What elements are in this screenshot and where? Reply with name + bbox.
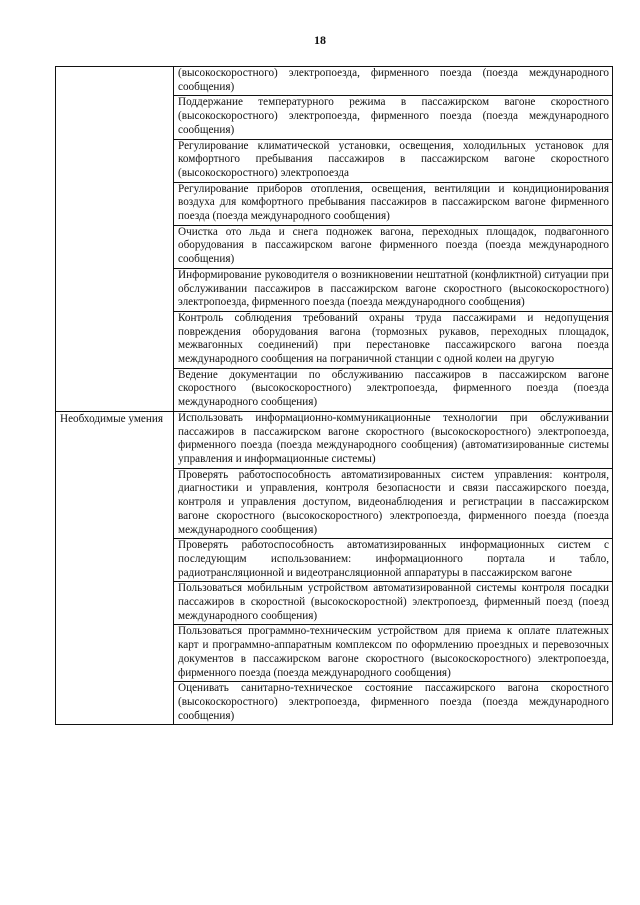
page-number: 18 xyxy=(314,33,326,47)
section-label-cell-empty xyxy=(56,67,174,412)
table-cell xyxy=(174,368,613,411)
cell-text: Использовать информационно-коммуникационные технологии при обслуживании пассажиров в пассажирском вагоне скоростного (высокоскоростного) электропоезда, фирменного поезда (поезда международного сообщения) (автоматизированные системы управления и информационные системы) xyxy=(178,411,609,465)
cell-text: Очистка ото льда и снега подножек вагона, переходных площадок, подвагонного оборудования в пассажирском вагоне фирменного поезда (поезда международного сообщения) xyxy=(178,225,609,266)
table-row xyxy=(56,411,613,468)
table-cell xyxy=(174,311,613,368)
section-label-skills: Необходимые умения xyxy=(60,412,163,425)
cell-text: Проверять работоспособность автоматизированных систем управления: контроля, диагностики и управления, контроля безопасности и связи пассажирского поезда, контроля и управления доступом, видеонаблюдения и регистрации в пассажирском вагоне скоростного (высокоскоростного) электропоезда, фирменного поезда (поезда международного сообщения) xyxy=(178,468,609,536)
cell-text: Регулирование приборов отопления, освещения, вентиляции и кондиционирования воздуха для комфортного пребывания пассажиров в пассажирском вагоне фирменного поезда (поезда международного сообщения) xyxy=(178,182,609,223)
table-cell xyxy=(174,96,613,139)
table-cell xyxy=(174,67,613,96)
cell-text: Пользоваться программно-техническим устройством для приема к оплате платежных карт и программно-аппаратным комплексом по оформлению проездных и перевозочных документов в пассажирском вагоне скоростного (высокоскоростного) электропоезда, фирменного поезда (поезда международного сообщения) xyxy=(178,625,609,679)
cell-text: Контроль соблюдения требований охраны труда пассажирами и недопущения повреждения оборудования вагона (тормозных рукавов, переходных площадок, межвагонных соединений) при перестановке пассажирского вагона поезда международного сообщения на пограничной станции с одной колеи на другую xyxy=(178,311,609,366)
table-cell xyxy=(174,139,613,182)
cell-text: Пользоваться мобильным устройством автоматизированной системы контроля посадки пассажиров в скоростной (высокоскоростной) электропоезд, фирменный поезд (поезд международного сообщения) xyxy=(178,582,609,622)
table-cell xyxy=(174,268,613,311)
cell-text: Ведение документации по обслуживанию пассажиров в пассажирском вагоне скоростного (высокоскоростного) электропоезда, фирменного поезда (поезда международного сообщения) xyxy=(178,368,609,409)
table-cell xyxy=(174,582,613,625)
cell-text: Регулирование климатической установки, освещения, холодильных установок для комфортного пребывания пассажиров в пассажирском вагоне скоростного (высокоскоростного) электропоезда xyxy=(178,139,609,179)
table-cell xyxy=(174,682,613,725)
cell-text: Поддержание температурного режима в пассажирском вагоне скоростного (высокоскоростного) электропоезда, фирменного поезда (поезда международного сообщения) xyxy=(178,96,609,136)
table-cell xyxy=(174,625,613,682)
section-label-cell xyxy=(56,411,174,724)
table-cell xyxy=(174,182,613,225)
table-cell xyxy=(174,411,613,468)
table-cell xyxy=(174,539,613,582)
cell-text: Информирование руководителя о возникновении нештатной (конфликтной) ситуации при обслуживании пассажиров в пассажирском вагоне скоростного (высокоскоростного) электропоезда, фирменного поезда (поезда международного сообщения) xyxy=(178,268,609,309)
cell-text: Проверять работоспособность автоматизированных информационных систем с последующим использованием: информационного портала и табло, радиотрансляционной и видеотрансляционной аппаратуры в пассажирском вагоне xyxy=(178,539,609,579)
table-cell xyxy=(174,225,613,268)
cell-text: Оценивать санитарно-техническое состояние пассажирского вагона скоростного (высокоскоростного) электропоезда, фирменного поезда (поезда международного сообщения) xyxy=(178,682,609,722)
table-cell xyxy=(174,468,613,539)
cell-text: (высокоскоростного) электропоезда, фирменного поезда (поезда международного сообщения) xyxy=(178,67,609,93)
table-row xyxy=(56,67,613,96)
requirements-table xyxy=(55,66,613,725)
